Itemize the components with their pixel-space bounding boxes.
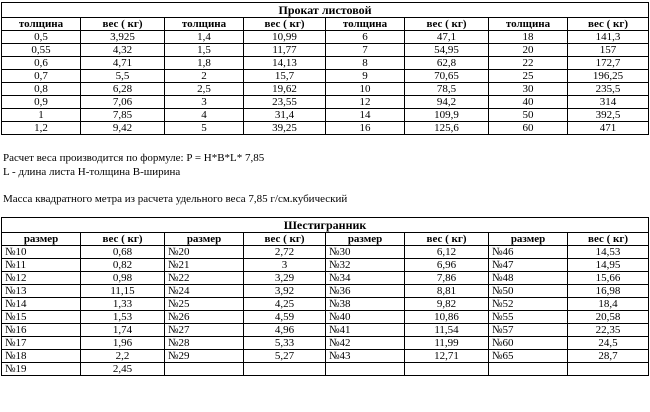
- size-cell: №16: [2, 324, 81, 337]
- size-cell: №28: [165, 337, 244, 350]
- size-cell: 1,8: [165, 57, 244, 70]
- weight-cell: 0,68: [81, 246, 165, 259]
- weight-cell: 0,82: [81, 259, 165, 272]
- size-cell: №19: [2, 363, 81, 376]
- weight-cell: 172,7: [568, 57, 649, 70]
- size-cell: №25: [165, 298, 244, 311]
- size-cell: №29: [165, 350, 244, 363]
- weight-cell: 94,2: [405, 96, 489, 109]
- size-cell: №24: [165, 285, 244, 298]
- column-header: вес ( кг): [244, 18, 326, 31]
- weight-cell: 9,82: [405, 298, 489, 311]
- mass-note: Масса квадратного метра из расчета удельного веса 7,85 г/см.кубический: [3, 193, 348, 205]
- weight-cell: [568, 363, 649, 376]
- size-cell: 12: [326, 96, 405, 109]
- size-cell: 0,7: [2, 70, 81, 83]
- size-cell: №34: [326, 272, 405, 285]
- weight-cell: 0,98: [81, 272, 165, 285]
- weight-cell: 125,6: [405, 122, 489, 135]
- weight-cell: 12,71: [405, 350, 489, 363]
- weight-cell: 78,5: [405, 83, 489, 96]
- weight-cell: 10,86: [405, 311, 489, 324]
- weight-cell: 196,25: [568, 70, 649, 83]
- weight-cell: 6,96: [405, 259, 489, 272]
- table-row: [2, 57, 649, 70]
- formula-note: Расчет веса производится по формуле: P = H*B*L* 7,85: [3, 152, 265, 164]
- weight-cell: 314: [568, 96, 649, 109]
- column-header: размер: [489, 233, 568, 246]
- column-header: толщина: [2, 18, 81, 31]
- size-cell: №38: [326, 298, 405, 311]
- column-header: вес ( кг): [405, 18, 489, 31]
- weight-cell: 4,96: [244, 324, 326, 337]
- size-cell: №12: [2, 272, 81, 285]
- size-cell: №40: [326, 311, 405, 324]
- size-cell: 5: [165, 122, 244, 135]
- weight-cell: 2,2: [81, 350, 165, 363]
- size-cell: 18: [489, 31, 568, 44]
- weight-cell: 9,42: [81, 122, 165, 135]
- header-row: [2, 233, 649, 246]
- table-row: [2, 259, 649, 272]
- size-cell: №36: [326, 285, 405, 298]
- size-cell: 0,5: [2, 31, 81, 44]
- weight-cell: 7,06: [81, 96, 165, 109]
- weight-cell: 1,96: [81, 337, 165, 350]
- column-header: размер: [326, 233, 405, 246]
- weight-cell: 14,95: [568, 259, 649, 272]
- weight-cell: 24,5: [568, 337, 649, 350]
- size-cell: 14: [326, 109, 405, 122]
- size-cell: №42: [326, 337, 405, 350]
- table-row: [2, 311, 649, 324]
- size-cell: 40: [489, 96, 568, 109]
- table-row: [2, 350, 649, 363]
- size-cell: 8: [326, 57, 405, 70]
- size-cell: №52: [489, 298, 568, 311]
- size-cell: №10: [2, 246, 81, 259]
- size-cell: 9: [326, 70, 405, 83]
- size-cell: №60: [489, 337, 568, 350]
- column-header: размер: [165, 233, 244, 246]
- table-row: [2, 285, 649, 298]
- size-cell: №50: [489, 285, 568, 298]
- weight-cell: 1,53: [81, 311, 165, 324]
- weight-cell: 3: [244, 259, 326, 272]
- weight-cell: 54,95: [405, 44, 489, 57]
- weight-cell: 4,25: [244, 298, 326, 311]
- weight-cell: 62,8: [405, 57, 489, 70]
- size-cell: №43: [326, 350, 405, 363]
- column-header: вес ( кг): [81, 233, 165, 246]
- size-cell: 1,5: [165, 44, 244, 57]
- table-row: [2, 44, 649, 57]
- dimensions-legend: L - длина листа H-толщина B-ширина: [3, 166, 181, 178]
- table-row: [2, 272, 649, 285]
- weight-cell: 235,5: [568, 83, 649, 96]
- column-header: вес ( кг): [244, 233, 326, 246]
- size-cell: №11: [2, 259, 81, 272]
- size-cell: 50: [489, 109, 568, 122]
- size-cell: 10: [326, 83, 405, 96]
- size-cell: №17: [2, 337, 81, 350]
- size-cell: №32: [326, 259, 405, 272]
- table-row: [2, 122, 649, 135]
- weight-cell: [405, 363, 489, 376]
- size-cell: 30: [489, 83, 568, 96]
- size-cell: 22: [489, 57, 568, 70]
- size-cell: 6: [326, 31, 405, 44]
- sheet-metal-table: [1, 2, 649, 135]
- size-cell: №57: [489, 324, 568, 337]
- size-cell: 1,2: [2, 122, 81, 135]
- weight-cell: 18,4: [568, 298, 649, 311]
- size-cell: 16: [326, 122, 405, 135]
- weight-cell: 3,29: [244, 272, 326, 285]
- weight-cell: 14,53: [568, 246, 649, 259]
- weight-cell: 3,925: [81, 31, 165, 44]
- weight-cell: 4,32: [81, 44, 165, 57]
- size-cell: 1,4: [165, 31, 244, 44]
- table-row: [2, 363, 649, 376]
- weight-cell: [244, 363, 326, 376]
- size-cell: №15: [2, 311, 81, 324]
- table-row: [2, 246, 649, 259]
- weight-cell: 11,54: [405, 324, 489, 337]
- column-header: вес ( кг): [81, 18, 165, 31]
- weight-cell: 392,5: [568, 109, 649, 122]
- size-cell: 0,6: [2, 57, 81, 70]
- weight-cell: 7,86: [405, 272, 489, 285]
- weight-cell: 5,27: [244, 350, 326, 363]
- weight-cell: 31,4: [244, 109, 326, 122]
- size-cell: [165, 363, 244, 376]
- size-cell: 2: [165, 70, 244, 83]
- sheet-table-title: Прокат листовой: [2, 3, 649, 18]
- weight-cell: 5,5: [81, 70, 165, 83]
- size-cell: 25: [489, 70, 568, 83]
- weight-cell: 4,71: [81, 57, 165, 70]
- weight-cell: 10,99: [244, 31, 326, 44]
- column-header: вес ( кг): [568, 18, 649, 31]
- column-header: размер: [2, 233, 81, 246]
- column-header: вес ( кг): [405, 233, 489, 246]
- weight-cell: 23,55: [244, 96, 326, 109]
- weight-cell: 4,59: [244, 311, 326, 324]
- weight-cell: 6,28: [81, 83, 165, 96]
- size-cell: №14: [2, 298, 81, 311]
- weight-cell: 11,77: [244, 44, 326, 57]
- size-cell: 1: [2, 109, 81, 122]
- weight-cell: 157: [568, 44, 649, 57]
- weight-cell: 11,15: [81, 285, 165, 298]
- table-row: [2, 109, 649, 122]
- weight-cell: 6,12: [405, 246, 489, 259]
- table-row: [2, 70, 649, 83]
- size-cell: 2,5: [165, 83, 244, 96]
- column-header: толщина: [326, 18, 405, 31]
- table-row: [2, 31, 649, 44]
- size-cell: [489, 363, 568, 376]
- weight-cell: 8,81: [405, 285, 489, 298]
- weight-cell: 28,7: [568, 350, 649, 363]
- size-cell: 3: [165, 96, 244, 109]
- weight-cell: 471: [568, 122, 649, 135]
- size-cell: 7: [326, 44, 405, 57]
- weight-cell: 5,33: [244, 337, 326, 350]
- size-cell: 20: [489, 44, 568, 57]
- weight-cell: 1,33: [81, 298, 165, 311]
- weight-cell: 22,35: [568, 324, 649, 337]
- weight-cell: 141,3: [568, 31, 649, 44]
- size-cell: №46: [489, 246, 568, 259]
- table-row: [2, 96, 649, 109]
- weight-cell: 1,74: [81, 324, 165, 337]
- weight-cell: 47,1: [405, 31, 489, 44]
- hexagon-bar-table: [1, 217, 649, 376]
- table-row: [2, 83, 649, 96]
- hex-table-title: Шестигранник: [2, 218, 649, 233]
- size-cell: №48: [489, 272, 568, 285]
- size-cell: №20: [165, 246, 244, 259]
- size-cell: 60: [489, 122, 568, 135]
- size-cell: №30: [326, 246, 405, 259]
- size-cell: [326, 363, 405, 376]
- weight-cell: 16,98: [568, 285, 649, 298]
- weight-cell: 14,13: [244, 57, 326, 70]
- table-row: [2, 337, 649, 350]
- size-cell: №41: [326, 324, 405, 337]
- size-cell: №13: [2, 285, 81, 298]
- size-cell: №22: [165, 272, 244, 285]
- weight-cell: 15,7: [244, 70, 326, 83]
- column-header: толщина: [165, 18, 244, 31]
- weight-cell: 19,62: [244, 83, 326, 96]
- column-header: вес ( кг): [568, 233, 649, 246]
- size-cell: №21: [165, 259, 244, 272]
- table-row: [2, 324, 649, 337]
- weight-cell: 20,58: [568, 311, 649, 324]
- size-cell: №27: [165, 324, 244, 337]
- size-cell: №26: [165, 311, 244, 324]
- size-cell: №47: [489, 259, 568, 272]
- weight-cell: 109,9: [405, 109, 489, 122]
- weight-cell: 3,92: [244, 285, 326, 298]
- size-cell: 4: [165, 109, 244, 122]
- header-row: [2, 18, 649, 31]
- weight-cell: 70,65: [405, 70, 489, 83]
- weight-cell: 2,45: [81, 363, 165, 376]
- weight-cell: 2,72: [244, 246, 326, 259]
- size-cell: 0,9: [2, 96, 81, 109]
- weight-cell: 7,85: [81, 109, 165, 122]
- weight-cell: 15,66: [568, 272, 649, 285]
- size-cell: 0,55: [2, 44, 81, 57]
- size-cell: 0,8: [2, 83, 81, 96]
- size-cell: №65: [489, 350, 568, 363]
- weight-cell: 39,25: [244, 122, 326, 135]
- table-row: [2, 298, 649, 311]
- weight-cell: 11,99: [405, 337, 489, 350]
- column-header: толщина: [489, 18, 568, 31]
- size-cell: №55: [489, 311, 568, 324]
- size-cell: №18: [2, 350, 81, 363]
